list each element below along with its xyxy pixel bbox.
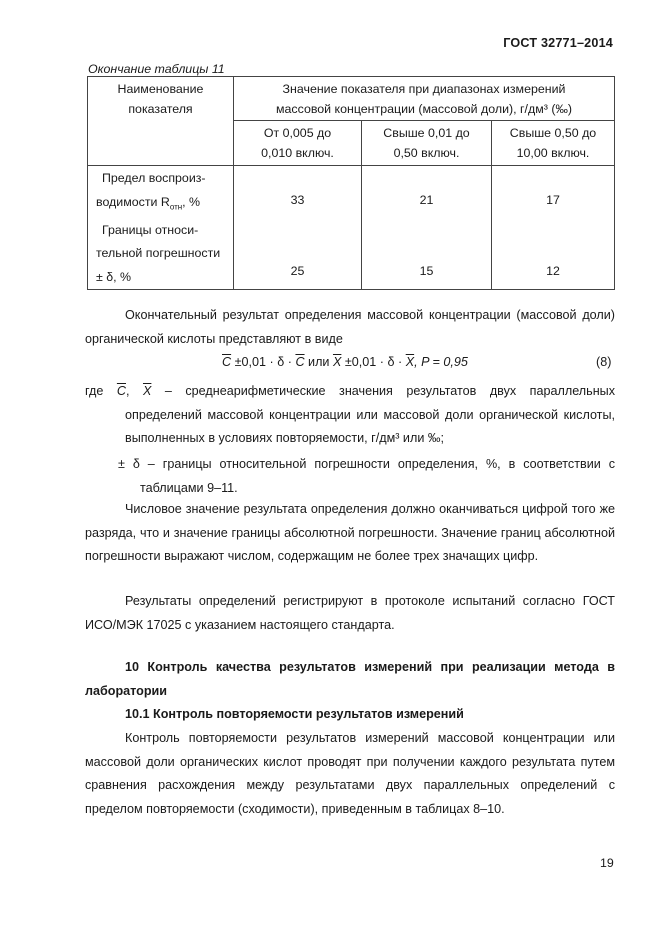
range-2-line2: 0,50 включ. [393, 146, 460, 160]
equation-number: (8) [596, 355, 612, 369]
document-header: ГОСТ 32771–2014 [503, 36, 613, 50]
where-def2-text: ± δ – границы относительной погрешности определения, %, в соответствии с таблицами 9–11. [118, 457, 615, 495]
range-1-line2: 0,010 включ. [261, 146, 334, 160]
where-lead: где [85, 384, 104, 398]
range-3-line1: Свыше 0,50 до [509, 126, 597, 140]
col-header-name-text: Наименование показателя [117, 82, 204, 116]
value-r2-c2: 15 [419, 264, 434, 278]
where-def1-text: – среднеарифметические значения результатов двух параллельных определений массовой концентрации или массовой доли органической кислоты, выполненных в условиях повторяемости, г/дм³ или ‰; [125, 384, 616, 446]
value-r1-c3: 17 [546, 193, 560, 207]
range-1-line1: От 0,005 до [263, 126, 332, 140]
values-col-2 [362, 166, 492, 290]
row1-name-line1: Предел воспроиз- [102, 171, 206, 185]
section-10-1-title: 10.1 Контроль повторяемости результатов измерений [125, 707, 464, 721]
data-table [87, 76, 615, 290]
row1-name-tail: , % [182, 194, 201, 209]
value-r2-c1: 25 [290, 264, 305, 278]
formula-x-mean-2: $\overline{X}$ [405, 355, 415, 369]
value-r1-c1: 33 [290, 193, 305, 207]
row1-name-main: водимости R [96, 194, 170, 209]
table-caption: Окончание таблицы 11 [88, 62, 225, 76]
span-header-line1: Значение показателя при диапазонах измерений [282, 82, 566, 96]
formula-x-mean: $\overline{X}$ [332, 355, 342, 369]
paragraph-protocol: Результаты определений регистрируют в протоколе испытаний согласно ГОСТ ИСО/МЭК 17025 с указанием настоящего стандарта. [85, 594, 615, 632]
where-definition-2 [118, 453, 615, 500]
row2-name-line2: тельной погрешности [96, 246, 221, 261]
row2-name-line3: ± δ, % [96, 269, 132, 284]
value-r1-c2: 21 [419, 193, 434, 207]
row-names-cell [88, 166, 234, 290]
paragraph-result-format: Окончательный результат определения массовой концентрации (массовой доли) органической кислоты представляют в виде [85, 308, 615, 346]
col-header-span [234, 77, 615, 121]
value-r2-c3: 12 [546, 264, 560, 278]
formula-part2: ±0,01 · δ · [341, 355, 406, 369]
formula-or: или [304, 355, 333, 369]
where-definition-1: где $\overline{C}$, $\overline{X}$ – среднеарифметические значения результатов двух параллельных определений массовой концентрации или массовой доли органической кислоты, выполненных в условиях повторяемости, г/дм³ или ‰; [85, 384, 616, 446]
page-number: 19 [600, 856, 614, 870]
formula-8 [222, 355, 468, 369]
range-header-3 [492, 121, 615, 166]
row1-name-line2 [96, 191, 233, 219]
row1-name-sub: отн [169, 202, 183, 212]
where-x-symbol: $\overline{X}$ [142, 384, 152, 398]
range-2-line1: Свыше 0,01 до [383, 126, 470, 140]
row2-name-line1: Границы относи- [102, 222, 199, 237]
range-header-2 [362, 121, 492, 166]
where-c-symbol: $\overline{C}$ [116, 384, 126, 398]
formula-c-mean: $\overline{C}$ [222, 355, 232, 369]
paragraph-repeatability: Контроль повторяемости результатов измерений массовой концентрации или массовой доли органических кислот проводят при получении каждого результата путем сравнения расхождения между результатами двух параллельных определений с пределом повторяемости (сходимости), приведенным в таблицах 8–10. [85, 731, 615, 816]
formula-tail: , P = 0,95 [414, 355, 468, 369]
formula-part1: ±0,01 · δ · [231, 355, 296, 369]
range-header-1 [234, 121, 362, 166]
span-header-line2: массовой концентрации (массовой доли), г/дм³ (‰) [276, 102, 572, 116]
values-col-3 [492, 166, 615, 290]
paragraph-rounding: Числовое значение результата определения должно оканчиваться цифрой того же разряда, что и значение границы абсолютной погрешности. Значение границ абсолютной погрешности выражают числом, содержащим не более трех значащих цифр. [85, 502, 615, 564]
formula-c-mean-2: $\overline{C}$ [295, 355, 305, 369]
col-header-name [88, 77, 234, 166]
range-3-line2: 10,00 включ. [516, 146, 590, 160]
values-col-1 [234, 166, 362, 290]
section-10-title: 10 Контроль качества результатов измерений при реализации метода в лаборатории [85, 660, 615, 698]
